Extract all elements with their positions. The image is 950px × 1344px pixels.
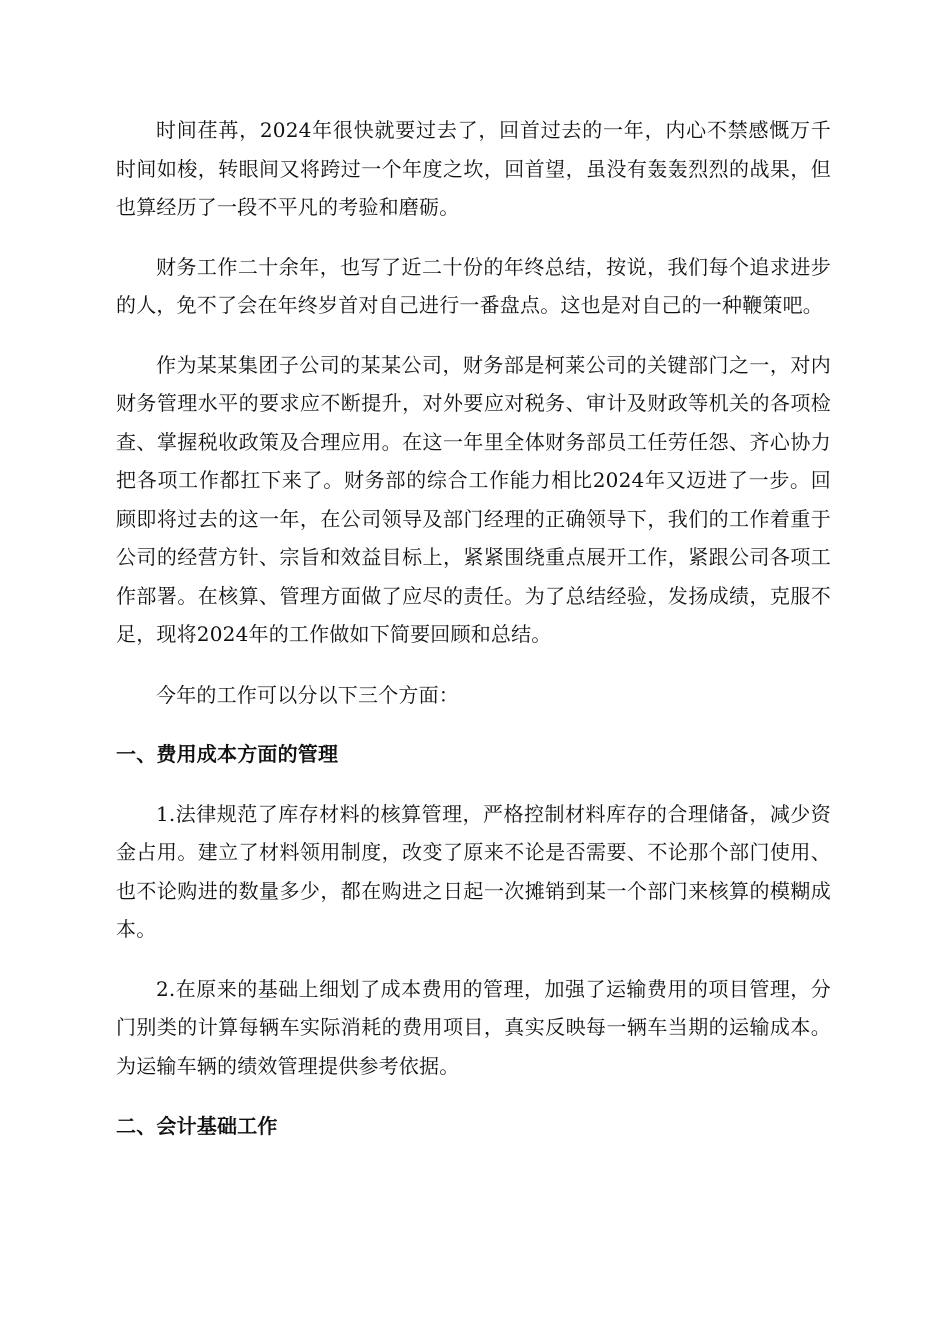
paragraph-experience: 财务工作二十余年，也写了近二十份的年终总结，按说，我们每个追求进步的人，免不了会在年终岁首对自己进行一番盘点。这也是对自己的一种鞭策吧。 [116,254,831,317]
paragraph-department-overview: 作为某某集团子公司的某某公司，财务部是柯莱公司的关键部门之一，对内财务管理水平的要求应不断提升，对外要应对税务、审计及财政等机关的各项检查、掌握税收政策及合理应用。在这一年里全体财务部员工任劳任怨、齐心协力把各项工作都扛下来了。财务部的综合工作能力相比2024年又迈进了一步。回顾即将过去的这一年，在公司领导及部门经理的正确领导下，我们的工作着重于公司的经营方针、宗旨和效益目标上，紧紧围绕重点展开工作，紧跟公司各项工作部署。在核算、管理方面做了应尽的责任。为了总结经验，发扬成绩，克服不足，现将2024年的工作做如下简要回顾和总结。 [116,352,831,646]
document-page [116,111,831,1166]
section-heading-cost-management: 一、费用成本方面的管理 [116,742,339,766]
paragraph-item-1: 1.法律规范了库存材料的核算管理，严格控制材料库存的合理储备，减少资金占用。建立了材料领用制度，改变了原来不论是否需要、不论那个部门使用、也不论购进的数量多少，都在购进之日起一次摊销到某一个部门来核算的模糊成本。 [116,801,831,941]
paragraph-item-2: 2.在原来的基础上细划了成本费用的管理，加强了运输费用的项目管理，分门别类的计算每辆车实际消耗的费用项目，真实反映每一辆车当期的运输成本。为运输车辆的绩效管理提供参考依据。 [116,976,831,1078]
paragraph-three-aspects: 今年的工作可以分以下三个方面： [156,682,459,707]
section-heading-accounting-basics: 二、会计基础工作 [116,1114,278,1138]
paragraph-intro: 时间荏苒，2024年很快就要过去了，回首过去的一年，内心不禁感慨万千时间如梭，转眼间又将跨过一个年度之坎，回首望，虽没有轰轰烈烈的战果，但也算经历了一段不平凡的考验和磨砺。 [116,118,831,219]
